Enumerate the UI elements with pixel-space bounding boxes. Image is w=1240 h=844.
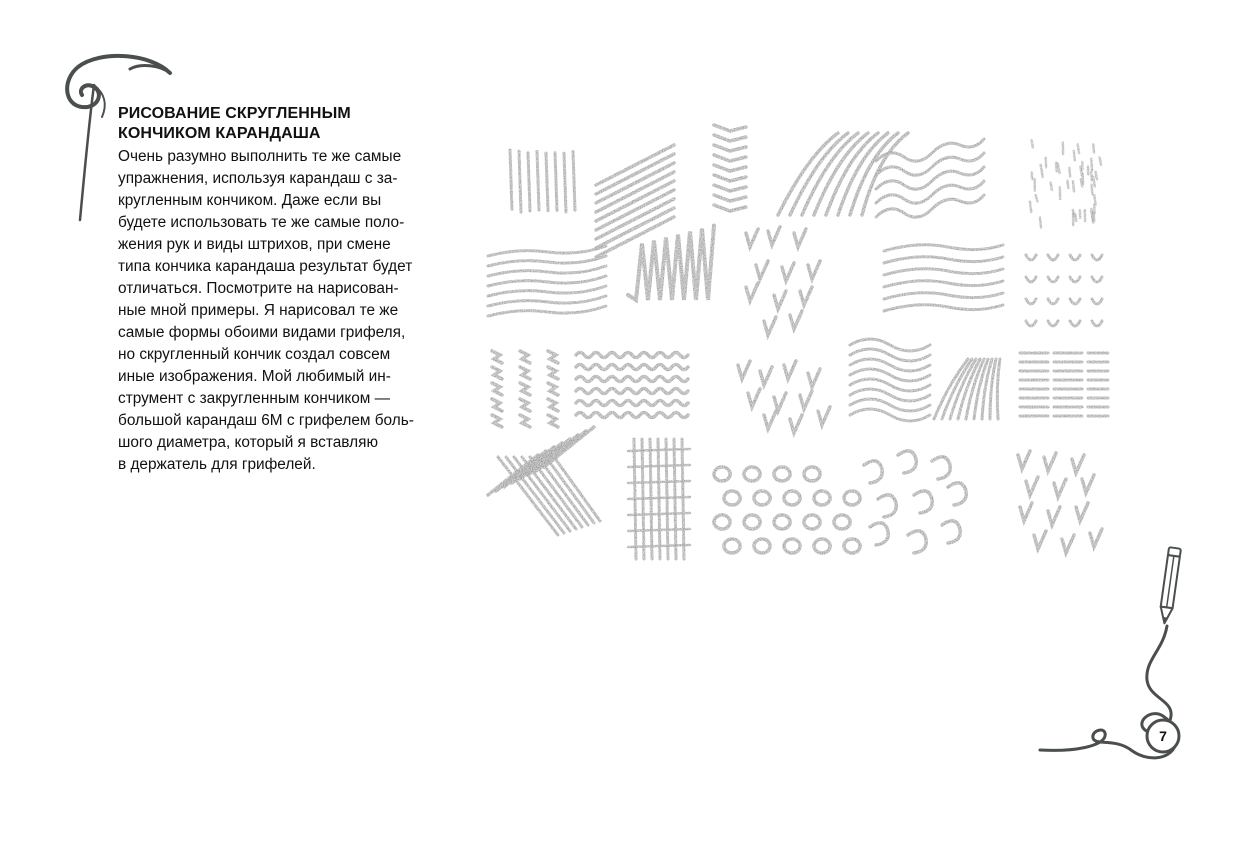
stroke-chevron xyxy=(714,175,746,181)
body-line: в держатель для грифелей. xyxy=(118,456,316,473)
pencil-strokes-svg xyxy=(478,115,1128,570)
stroke-circle xyxy=(814,539,830,553)
stroke-v-mark xyxy=(1018,451,1030,469)
body-line: отличаться. Посмотрите на нарисован- xyxy=(118,280,399,297)
stroke-speckle xyxy=(1080,167,1081,176)
stroke-v-mark xyxy=(800,287,812,305)
stroke-v-mark xyxy=(768,227,780,245)
stroke-horizontal xyxy=(488,276,606,286)
stroke-v-mark xyxy=(1054,479,1066,497)
stroke-curl xyxy=(914,491,932,513)
stroke-grid xyxy=(628,481,690,483)
stroke-u-mark xyxy=(1048,255,1058,260)
stroke-grid xyxy=(628,497,690,499)
stroke-wavy-bar xyxy=(576,353,688,358)
body-line: упражнения, используя карандаш с за- xyxy=(118,170,398,187)
stroke-horizontal xyxy=(884,305,1003,311)
stroke-circle xyxy=(714,467,730,481)
stroke-speckle xyxy=(1056,163,1057,172)
stroke-circle xyxy=(724,539,740,553)
heading-line-2: КОНЧИКОМ КАРАНДАША xyxy=(118,125,321,142)
stroke-speckle xyxy=(1032,140,1033,147)
stroke-speckle xyxy=(1058,164,1060,173)
stroke-chevron xyxy=(714,185,746,191)
stroke-circle xyxy=(784,491,800,505)
stroke-curl xyxy=(878,495,896,517)
stroke-horizontal xyxy=(884,257,1003,263)
stroke-v-mark xyxy=(1072,455,1084,473)
body-line: будете использовать те же самые поло- xyxy=(118,214,405,231)
stroke-horizontal xyxy=(488,286,606,296)
stroke-v-mark xyxy=(760,367,772,385)
body-line: большой карандаш 6М с грифелем боль- xyxy=(118,412,414,429)
stroke-chevron xyxy=(714,195,746,201)
stroke-v-mark xyxy=(794,229,806,247)
stroke-curl xyxy=(948,483,966,505)
stroke-u-mark xyxy=(1048,299,1058,304)
stroke-chevron xyxy=(714,165,746,171)
stroke-vertical xyxy=(573,151,575,210)
stroke-circle xyxy=(714,515,730,529)
stroke-zig xyxy=(548,351,558,363)
stroke-speckle xyxy=(1069,168,1070,176)
stroke-circle xyxy=(724,491,740,505)
stroke-speckle xyxy=(1073,181,1074,191)
stroke-speckle xyxy=(1041,165,1043,177)
stroke-speckle xyxy=(1093,177,1095,187)
stroke-zig xyxy=(492,415,502,427)
stroke-u-mark xyxy=(1026,299,1036,304)
stroke-horizontal xyxy=(488,256,606,266)
stroke-u-mark xyxy=(1070,321,1080,326)
stroke-v-mark xyxy=(774,291,786,309)
stroke-speckle xyxy=(1040,217,1041,227)
stroke-v-mark xyxy=(800,391,812,409)
body-line: шого диаметра, который я вставляю xyxy=(118,434,378,451)
stroke-v-mark xyxy=(764,317,776,335)
stroke-zig xyxy=(492,399,502,411)
stroke-circle xyxy=(754,539,770,553)
stroke-u-mark xyxy=(1070,255,1080,260)
stroke-grid xyxy=(682,439,684,559)
stroke-hatch xyxy=(522,457,576,529)
stroke-speckle xyxy=(1073,210,1075,217)
stroke-v-mark xyxy=(782,263,794,281)
stroke-circle xyxy=(774,467,790,481)
stroke-v-mark xyxy=(808,369,820,387)
stroke-zig xyxy=(520,351,530,363)
stroke-v-mark xyxy=(1082,475,1094,493)
body-line: типа кончика карандаша результат будет xyxy=(118,258,413,275)
stroke-v-mark xyxy=(746,229,758,247)
stroke-speckle xyxy=(1067,181,1068,188)
stroke-speckle xyxy=(1093,144,1094,152)
stroke-chevron xyxy=(714,145,746,151)
stroke-u-mark xyxy=(1048,321,1058,326)
stroke-chevron xyxy=(714,125,746,131)
stroke-v-mark xyxy=(774,393,786,411)
stroke-v-mark xyxy=(1044,453,1056,471)
stroke-curl xyxy=(870,523,888,545)
stroke-speckle xyxy=(1051,183,1052,190)
stroke-v-mark xyxy=(1048,507,1060,525)
stroke-grid xyxy=(674,439,676,559)
stroke-speckle xyxy=(1036,195,1038,201)
body-line: Очень разумно выполнить те же самые xyxy=(118,148,402,165)
stroke-speckle xyxy=(1078,144,1079,153)
body-line: кругленным кончиком. Даже если вы xyxy=(118,192,382,209)
stroke-u-mark xyxy=(1026,277,1036,282)
stroke-vertical xyxy=(519,151,521,212)
stroke-speckle xyxy=(1091,159,1092,170)
stroke-circle xyxy=(754,491,770,505)
stroke-grid xyxy=(628,545,690,547)
stroke-v-mark xyxy=(756,261,768,279)
stroke-v-mark xyxy=(1076,503,1088,521)
stroke-v-mark xyxy=(808,261,820,279)
stroke-chevron xyxy=(714,155,746,161)
stroke-vertical xyxy=(510,150,512,209)
stroke-circle xyxy=(744,467,760,481)
stroke-curl xyxy=(898,451,916,473)
stroke-wavy-bar xyxy=(576,377,688,382)
stroke-zig xyxy=(548,367,558,379)
stroke-circle xyxy=(804,467,820,481)
body-line: струмент с закругленным кончиком — xyxy=(118,390,391,407)
body-line: жения рук и виды штрихов, при смене xyxy=(118,236,391,253)
stroke-vertical xyxy=(555,153,557,211)
stroke-v-mark xyxy=(748,389,760,407)
stroke-grid xyxy=(628,513,690,515)
stroke-horizontal xyxy=(488,296,606,306)
stroke-circle xyxy=(844,539,860,553)
stroke-vertical xyxy=(528,153,530,211)
stroke-curl xyxy=(942,521,960,543)
stroke-v-mark xyxy=(784,361,796,379)
stroke-u-mark xyxy=(1070,299,1080,304)
stroke-curl xyxy=(932,457,950,479)
stroke-horizontal xyxy=(884,293,1003,299)
stroke-zigzag xyxy=(628,226,714,301)
stroke-horizontal xyxy=(884,245,1003,251)
stroke-horizontal xyxy=(488,266,606,276)
stroke-u-mark xyxy=(1048,277,1058,282)
stroke-v-mark xyxy=(764,411,776,429)
body-line: ные мной примеры. Я нарисовал те же xyxy=(118,302,399,319)
stroke-u-mark xyxy=(1092,321,1102,326)
stroke-circle xyxy=(744,515,760,529)
body-paragraph xyxy=(118,146,434,476)
stroke-speckle xyxy=(1096,172,1097,180)
stroke-horizontal xyxy=(884,281,1003,287)
stroke-grid xyxy=(628,529,690,531)
stroke-speckle xyxy=(1100,158,1101,165)
stroke-circle xyxy=(834,515,850,529)
stroke-circle xyxy=(814,491,830,505)
stroke-v-mark xyxy=(818,407,830,425)
stroke-speckle xyxy=(1030,202,1031,212)
stroke-horizontal xyxy=(488,246,606,256)
stroke-chevron xyxy=(714,135,746,141)
stroke-v-mark xyxy=(790,415,802,433)
stroke-fan xyxy=(934,359,968,419)
stroke-zig xyxy=(548,399,558,411)
pencil-stroke-illustration xyxy=(478,115,1128,570)
heading-line-1: РИСОВАНИЕ СКРУГЛЕННЫМ xyxy=(118,105,351,122)
stroke-chevron xyxy=(714,205,746,211)
stroke-v-mark xyxy=(790,311,802,329)
stroke-zig xyxy=(492,383,502,395)
stroke-circle xyxy=(844,491,860,505)
stroke-zig xyxy=(520,383,530,395)
stroke-horizontal xyxy=(884,269,1003,275)
stroke-wavy-bar xyxy=(576,389,688,394)
stroke-zig xyxy=(492,351,502,363)
text-column xyxy=(118,104,434,476)
stroke-horizontal xyxy=(488,306,606,316)
stroke-zig xyxy=(520,399,530,411)
stroke-v-mark xyxy=(1026,477,1038,495)
stroke-fan xyxy=(997,359,1000,419)
section-heading xyxy=(118,104,434,144)
stroke-speckle xyxy=(1074,151,1075,160)
stroke-u-mark xyxy=(1092,277,1102,282)
stroke-circle xyxy=(804,515,820,529)
body-line: но скругленный кончик создал совсем xyxy=(118,346,391,363)
stroke-hatch xyxy=(520,439,570,479)
stroke-v-mark xyxy=(746,283,758,301)
page-number: 7 xyxy=(1159,728,1167,744)
stroke-speckle xyxy=(1094,195,1095,204)
stroke-v-mark xyxy=(1020,503,1032,521)
stroke-circle xyxy=(784,539,800,553)
stroke-v-mark xyxy=(738,361,750,379)
body-line: самые формы обоими видами грифеля, xyxy=(118,324,406,341)
stroke-zig xyxy=(520,367,530,379)
stroke-wavy-bar xyxy=(576,413,688,418)
stroke-zig xyxy=(548,383,558,395)
stroke-vertical xyxy=(546,153,548,211)
stroke-zig xyxy=(492,367,502,379)
stroke-u-mark xyxy=(1070,277,1080,282)
stroke-u-mark xyxy=(1092,255,1102,260)
body-line: иные изображения. Мой любимый ин- xyxy=(118,368,391,385)
stroke-grid xyxy=(628,465,690,467)
stroke-u-mark xyxy=(1026,321,1036,326)
stroke-wavy-bar xyxy=(576,365,688,370)
stroke-speckle xyxy=(1092,185,1093,195)
stroke-zig xyxy=(520,415,530,427)
stroke-curl xyxy=(864,461,882,483)
stroke-vertical xyxy=(537,151,539,210)
stroke-curl xyxy=(908,531,926,553)
stroke-wavy-bar xyxy=(576,401,688,406)
stroke-zig xyxy=(548,415,558,427)
stroke-vertical xyxy=(564,153,566,212)
stroke-u-mark xyxy=(1092,299,1102,304)
stroke-circle xyxy=(774,515,790,529)
stroke-u-mark xyxy=(1026,255,1036,260)
